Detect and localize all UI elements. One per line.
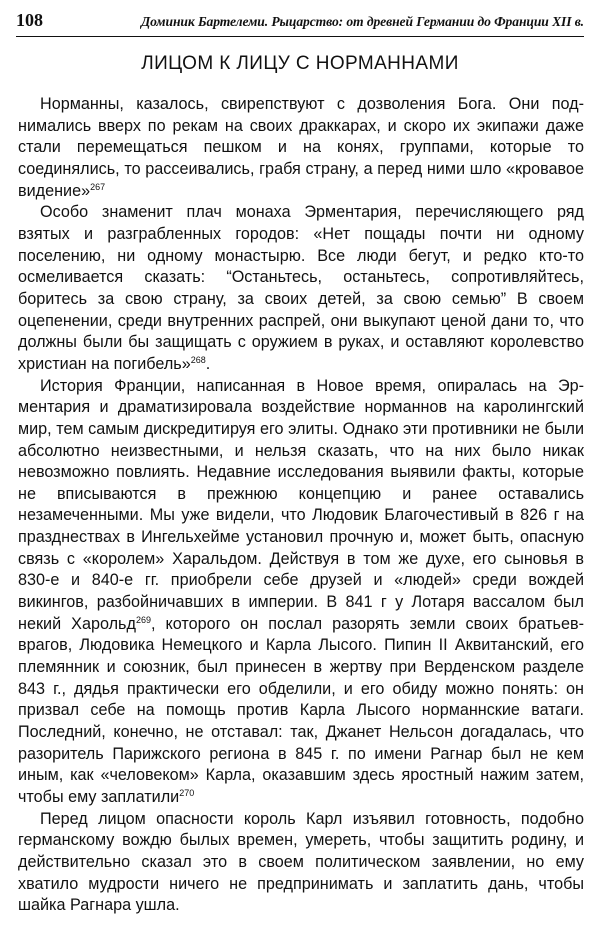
footnote-ref: 270 (179, 788, 195, 798)
body-text (18, 94, 584, 917)
paragraph-tail: . (205, 354, 211, 373)
paragraph (18, 94, 584, 202)
footnote-ref: 268 (190, 354, 206, 365)
footnote-ref: 267 (90, 181, 106, 192)
paragraph (18, 376, 584, 809)
running-header (16, 10, 584, 37)
paragraph (18, 202, 584, 375)
running-title: Доминик Бартелеми. Рыцарство: от древней Германии до Франции XII в. (140, 14, 584, 29)
paragraph-text: Особо знаменит плач монаха Эрментария, перечисляющего ряд взятых и разграбленных городов: «Нет пощады почти ни одному поселению, ни одному монастырю. Все люди бегут, и редко кто-то осмеливается сказать: “Останьтесь, останьтесь, сопротивляйтесь, боритесь за свою страну, за своих детей, за свою семью” В своем оцепенении, среди внутренних распрей, они выкупают ценой дани то, что должны были бы защищать с оружием в руках, и оставляют королевство христиан на погибель» (18, 203, 584, 373)
paragraph (18, 809, 584, 917)
chapter-title: ЛИЦОМ К ЛИЦУ С НОРМАННАМИ (141, 53, 459, 74)
paragraph-text: История Франции, написанная в Новое время, опиралась на Эрментария и драматизировала воздействие норманнов на каролингский мир, тем самым дискредитируя его элиты. Однако эти противники не были абсолютно неизвестными, и нельзя сказать, что на них было никак невозможно повлиять. Недавние исследования выявили факты, которые не вписываются в прежнюю концепцию и ранее оставались незамеченными. Мы уже видели, что Людовик Благочестивый в 826 г на празднествах в Ингельхейме установил прочную и, может быть, опасную связь с «королем» Харальдом. Действуя в том же духе, его сыновья в 830-е и 840-е гг. приобрели себе друзей и «людей» среди вождей викингов, разбойничавших в империи. В 841 г у Лотаря вассалом был некий Харольд (18, 376, 584, 633)
paragraph-text: Норманны, казалось, свирепствуют с дозволения Бога. Они поднимались вверх по рекам на своих драккарах, и скоро их экипажи даже стали перемещаться пешком и на конях, группами, которые то соединялись, то рассеивались, грабя страну, а перед ними шло «кровавое видение» (18, 95, 584, 200)
paragraph-tail: , которого он послал разорять земли своих братьев-врагов, Людовика Немецкого и Карла Лысого. Пипин II Аквитанский, его племянник и союзник, был принесен в жертву при Верденском разделе 843 г., дядья практически его обделили, и его обиду можно понять: он призвал себе на помощь против Карла Лысого норманнские ватаги. Последний, конечно, не отставал: так, Джанет Нельсон догадалась, что разоритель Парижского региона в 845 г. по имени Рагнар был не кем иным, как «человеком» Карла, оказавшим здесь яростный нажим затем, чтобы ему заплатили (18, 614, 584, 806)
paragraph-tail: Перед лицом опасности король Карл изъявил готовность, подобно германскому вождю былых времен, умереть, чтобы защитить родину, и действительно сказал это в своем политическом заявлении, но ему хватило мудрости ничего не предпринимать и заплатить дань, чтобы шайка Рагнара ушла. (18, 809, 584, 915)
footnote-ref: 269 (135, 614, 151, 625)
page-number: 108 (16, 10, 43, 30)
